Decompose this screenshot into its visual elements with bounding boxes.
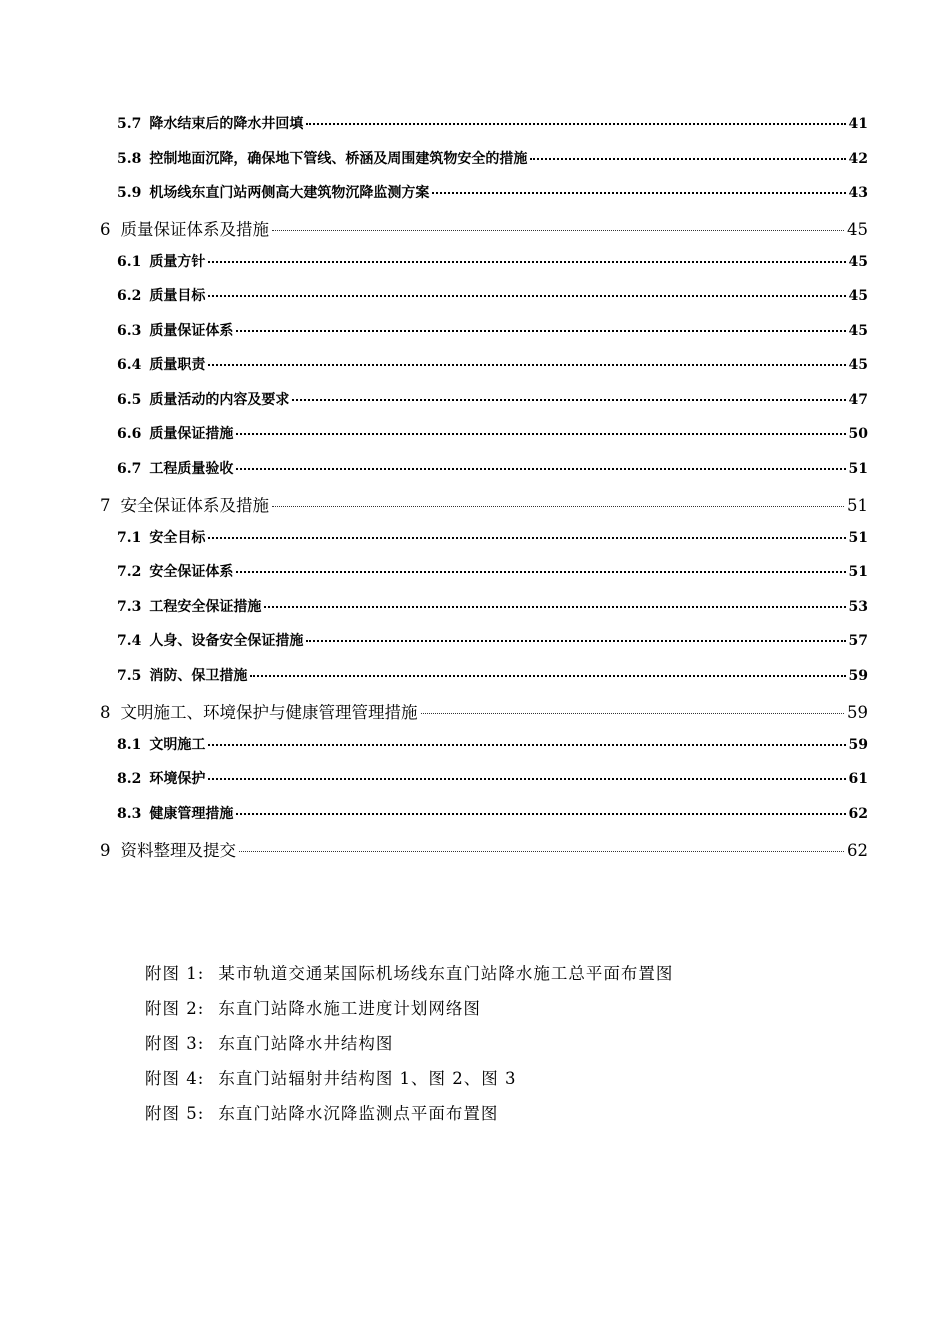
toc-title: 工程安全保证措施 <box>149 599 262 615</box>
toc-number: 6 <box>100 220 111 239</box>
toc-title: 工程质量验收 <box>149 461 234 477</box>
toc-page: 51 <box>848 530 868 546</box>
toc-number: 7.4 <box>117 633 142 649</box>
toc-number: 5.9 <box>117 185 142 201</box>
toc-entry[interactable] <box>117 665 868 691</box>
attachment-title: 某市轨道交通某国际机场线东直门站降水施工总平面布置图 <box>218 964 674 983</box>
toc-page: 43 <box>848 185 868 201</box>
toc-title: 降水结束后的降水井回填 <box>149 116 304 132</box>
attachment-item <box>145 995 481 1019</box>
toc-leader <box>272 506 844 507</box>
toc-entry[interactable] <box>117 389 868 415</box>
toc-number: 8 <box>100 703 111 722</box>
attachment-label: 附图 2: <box>145 999 205 1018</box>
toc-entry[interactable] <box>117 561 868 587</box>
attachment-title: 东直门站辐射井结构图 1、图 2、图 3 <box>218 1069 517 1088</box>
toc-chapter-entry[interactable] <box>100 492 868 518</box>
toc-number: 6.4 <box>117 357 142 373</box>
toc-entry[interactable] <box>117 458 868 484</box>
toc-page: 62 <box>848 806 868 822</box>
toc-number: 6.6 <box>117 426 142 442</box>
toc-page: 62 <box>847 841 868 860</box>
toc-title: 文明施工、环境保护与健康管理管理措施 <box>120 703 418 722</box>
toc-leader <box>236 330 845 332</box>
toc-page: 45 <box>848 254 868 270</box>
attachment-label: 附图 3: <box>145 1034 205 1053</box>
toc-number: 7.1 <box>117 530 142 546</box>
toc-title: 资料整理及提交 <box>120 841 236 860</box>
toc-page: 45 <box>848 288 868 304</box>
toc-leader <box>208 537 845 539</box>
toc-page: 51 <box>848 564 868 580</box>
attachment-label: 附图 5: <box>145 1104 205 1123</box>
attachment-title: 东直门站降水沉降监测点平面布置图 <box>218 1104 499 1123</box>
toc-number: 7 <box>100 496 111 515</box>
toc-page: 45 <box>848 323 868 339</box>
toc-page: 51 <box>848 461 868 477</box>
attachment-label: 附图 4: <box>145 1069 205 1088</box>
toc-title: 文明施工 <box>149 737 206 753</box>
toc-title: 安全目标 <box>149 530 206 546</box>
toc-number: 5.7 <box>117 116 142 132</box>
toc-leader <box>272 230 844 231</box>
toc-leader <box>208 261 845 263</box>
toc-entry[interactable] <box>117 803 868 829</box>
toc-number: 6.1 <box>117 254 142 270</box>
toc-page: 50 <box>848 426 868 442</box>
toc-title: 控制地面沉降，确保地下管线、桥涵及周围建筑物安全的措施 <box>149 151 528 167</box>
toc-number: 7.2 <box>117 564 142 580</box>
toc-entry[interactable] <box>117 423 868 449</box>
toc-leader <box>239 851 844 852</box>
toc-entry[interactable] <box>117 596 868 622</box>
attachment-item <box>145 1100 498 1124</box>
toc-entry[interactable] <box>117 768 868 794</box>
toc-leader <box>236 433 845 435</box>
toc-chapter-entry[interactable] <box>100 837 868 863</box>
toc-entry[interactable] <box>117 630 868 656</box>
toc-title: 质量方针 <box>149 254 206 270</box>
toc-page: 59 <box>848 668 868 684</box>
toc-title: 健康管理措施 <box>149 806 234 822</box>
toc-leader <box>208 744 845 746</box>
toc-entry[interactable] <box>117 734 868 760</box>
toc-leader <box>432 192 845 194</box>
toc-title: 安全保证体系及措施 <box>120 496 269 515</box>
toc-leader <box>264 606 845 608</box>
toc-number: 7.3 <box>117 599 142 615</box>
toc-leader <box>208 364 845 366</box>
toc-page: 51 <box>847 496 868 515</box>
toc-page: 47 <box>848 392 868 408</box>
toc-entry[interactable] <box>117 182 868 208</box>
toc-chapter-entry[interactable] <box>100 699 868 725</box>
toc-entry[interactable] <box>117 148 868 174</box>
toc-number: 5.8 <box>117 151 142 167</box>
toc-leader <box>208 778 845 780</box>
toc-leader <box>292 399 845 401</box>
toc-chapter-entry[interactable] <box>100 216 868 242</box>
toc-leader <box>530 158 845 160</box>
toc-page: 45 <box>848 357 868 373</box>
attachment-item <box>145 960 673 984</box>
toc-title: 质量目标 <box>149 288 206 304</box>
toc-leader <box>236 571 845 573</box>
toc-leader <box>421 713 845 714</box>
toc-title: 环境保护 <box>149 771 206 787</box>
toc-title: 质量活动的内容及要求 <box>149 392 290 408</box>
toc-page: 53 <box>848 599 868 615</box>
toc-title: 消防、保卫措施 <box>149 668 248 684</box>
toc-title: 机场线东直门站两侧高大建筑物沉降监测方案 <box>149 185 430 201</box>
toc-number: 7.5 <box>117 668 142 684</box>
toc-page: 42 <box>848 151 868 167</box>
toc-title: 质量保证体系 <box>149 323 234 339</box>
toc-page: 45 <box>847 220 868 239</box>
toc-entry[interactable] <box>117 251 868 277</box>
toc-number: 8.3 <box>117 806 142 822</box>
toc-title: 人身、设备安全保证措施 <box>149 633 304 649</box>
toc-entry[interactable] <box>117 354 868 380</box>
attachment-title: 东直门站降水井结构图 <box>218 1034 394 1053</box>
attachment-item <box>145 1065 517 1089</box>
toc-entry[interactable] <box>117 527 868 553</box>
toc-page: 41 <box>848 116 868 132</box>
toc-page: 59 <box>847 703 868 722</box>
toc-title: 安全保证体系 <box>149 564 234 580</box>
toc-entry[interactable] <box>117 320 868 346</box>
toc-page: 61 <box>848 771 868 787</box>
toc-leader <box>250 675 845 677</box>
attachment-title: 东直门站降水施工进度计划网络图 <box>218 999 481 1018</box>
attachment-item <box>145 1030 393 1054</box>
toc-number: 6.5 <box>117 392 142 408</box>
toc-number: 6.3 <box>117 323 142 339</box>
toc-title: 质量保证措施 <box>149 426 234 442</box>
attachment-label: 附图 1: <box>145 964 205 983</box>
toc-leader <box>306 123 845 125</box>
toc-number: 9 <box>100 841 111 860</box>
toc-leader <box>306 640 845 642</box>
toc-entry[interactable] <box>117 113 868 139</box>
toc-page: 57 <box>848 633 868 649</box>
toc-title: 质量职责 <box>149 357 206 373</box>
toc-number: 8.1 <box>117 737 142 753</box>
toc-number: 6.2 <box>117 288 142 304</box>
toc-entry[interactable] <box>117 285 868 311</box>
toc-leader <box>236 468 845 470</box>
toc-leader <box>208 295 845 297</box>
toc-title: 质量保证体系及措施 <box>120 220 269 239</box>
toc-number: 8.2 <box>117 771 142 787</box>
toc-page: 59 <box>848 737 868 753</box>
toc-number: 6.7 <box>117 461 142 477</box>
toc-leader <box>236 813 845 815</box>
